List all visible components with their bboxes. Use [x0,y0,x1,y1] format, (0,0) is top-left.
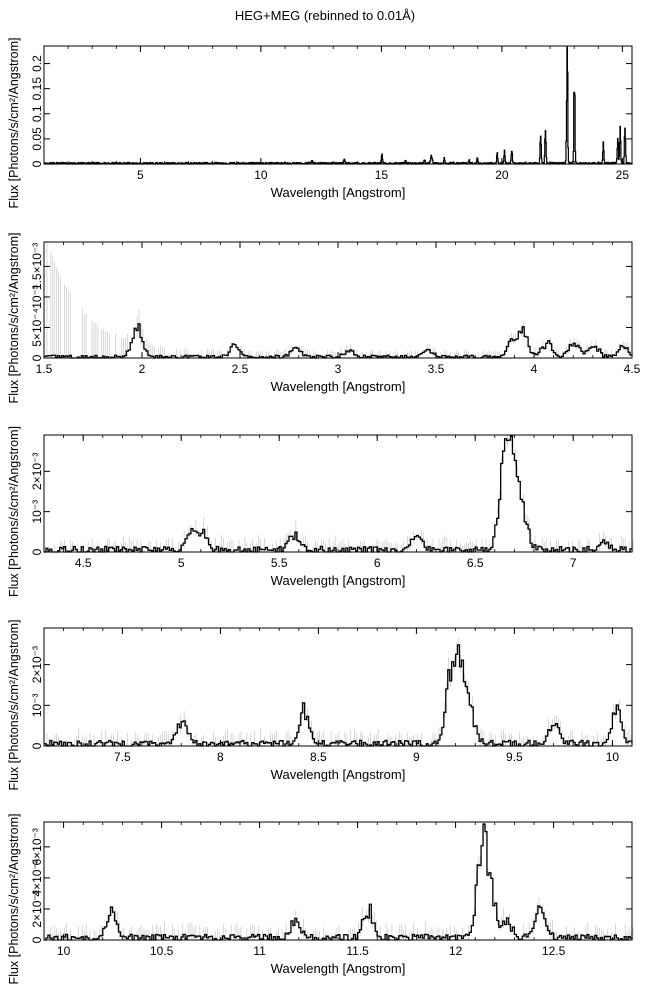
error-bars [47,638,631,746]
y-axis-label: Flux [Photons/s/cm²/Angstrom] [7,37,21,209]
y-tick-label: 10⁻³ [30,693,44,718]
x-tick-label: 10 [254,168,268,182]
y-tick-label: 0.2 [30,55,44,72]
x-tick-label: 6 [373,556,381,570]
y-tick-label: 0 [30,742,44,750]
y-tick-label: 0.1 [30,105,44,123]
y-tick-label: 2×10⁻³ [30,452,44,490]
x-tick-label: 9.5 [506,750,523,764]
chart-panel-3 [7,426,633,597]
x-tick-label: 3 [334,362,342,376]
y-axis-label: Flux [Photons/s/cm²/Angstrom] [7,619,21,791]
x-tick-label: 1.5 [35,362,53,376]
x-tick-label: 4 [530,362,538,376]
x-tick-label: 5.5 [270,556,288,570]
y-tick-label: 2×10⁻³ [30,645,44,684]
y-tick-label: 0.05 [30,127,44,151]
error-bars [55,435,633,552]
y-tick-label: 5×10⁻⁴ [30,308,44,347]
y-tick-label: 1.5×10⁻³ [30,242,44,291]
y-tick-label: 0.15 [30,77,44,101]
x-tick-label: 10.5 [149,944,174,958]
y-tick-label: 0 [30,936,44,944]
spectrum-trace [44,824,632,940]
y-tick-label: 2×10⁻³ [30,890,44,928]
y-axis-label: Flux [Photons/s/cm²/Angstrom] [7,232,21,404]
spectrum-trace [44,645,632,746]
y-tick-label: 0 [30,354,44,362]
plot-frame [44,628,632,746]
chart-panel-5 [7,814,633,985]
x-axis-label: Wavelength [Angstrom] [270,573,406,588]
y-axis-label: Flux [Photons/s/cm²/Angstrom] [7,813,21,985]
error-bars [47,242,629,358]
x-axis-label: Wavelength [Angstrom] [270,185,406,200]
x-tick-label: 9 [413,750,420,764]
x-tick-label: 10 [56,944,71,958]
spectrum-trace [44,436,632,552]
y-tick-label: 4×10⁻³ [30,859,44,897]
y-tick-label: 6×10⁻³ [30,828,44,866]
figure-title: HEG+MEG (rebinned to 0.01Å) [234,8,416,23]
x-tick-label: 12.5 [541,944,566,958]
x-tick-label: 25 [615,168,630,182]
x-tick-label: 5 [177,556,185,570]
y-tick-label: 0 [30,160,44,168]
y-tick-label: 10⁻³ [30,285,44,309]
plot-frame [44,822,632,940]
x-axis-label: Wavelength [Angstrom] [270,961,406,976]
y-axis-label: Flux [Photons/s/cm²/Angstrom] [7,426,21,597]
x-tick-label: 15 [374,168,389,182]
x-tick-label: 20 [495,168,509,182]
x-axis-label: Wavelength [Angstrom] [270,379,406,394]
y-tick-label: 0 [30,548,44,556]
x-tick-label: 8 [217,750,224,764]
y-axis [30,453,632,556]
chart-panel-2 [7,233,641,404]
x-tick-label: 7 [569,556,577,570]
plot-frame [44,435,632,552]
plot-frame [44,46,632,164]
x-tick-label: 2.5 [231,362,249,376]
x-tick-label: 4.5 [74,556,92,570]
x-tick-label: 3.5 [427,362,445,376]
y-axis [30,243,632,362]
x-tick-label: 11 [253,944,266,958]
x-tick-label: 12 [448,944,463,958]
y-tick-label: 10⁻³ [30,499,44,524]
x-tick-label: 11.5 [346,944,369,958]
x-tick-label: 7.5 [114,750,131,764]
x-tick-label: 4.5 [623,362,641,376]
y-axis [30,828,632,943]
x-axis-label: Wavelength [Angstrom] [270,767,406,782]
x-tick-label: 2 [138,362,146,376]
x-tick-label: 10 [605,750,620,764]
x-tick-label: 8.5 [310,750,327,764]
spectrum-trace [44,47,632,164]
x-tick-label: 5 [137,168,144,182]
chart-panel-1 [7,38,632,209]
x-tick-label: 6.5 [466,556,484,570]
chart-panel-4 [7,620,632,791]
